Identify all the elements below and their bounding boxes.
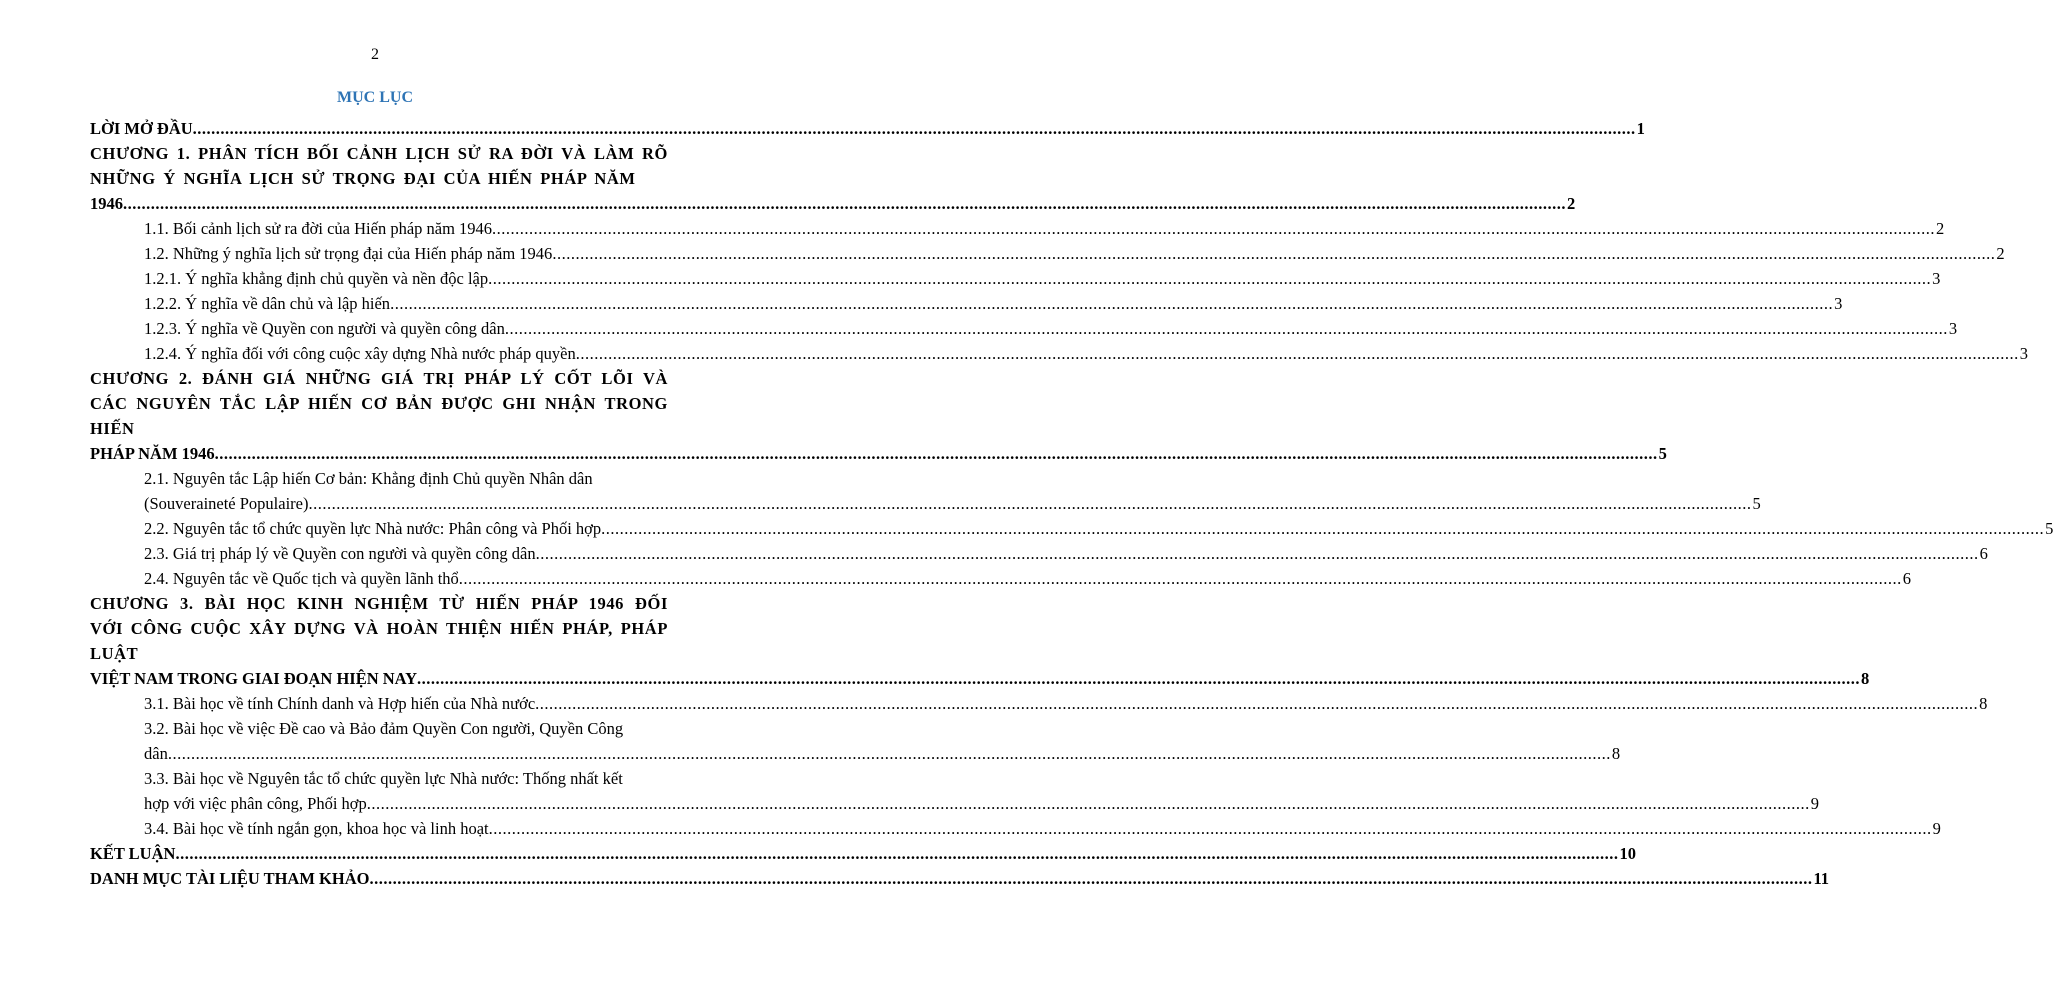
dot-leader	[417, 666, 1860, 691]
dot-leader	[459, 566, 1902, 591]
toc-leader-line	[144, 291, 1843, 316]
toc-leader-line	[144, 341, 2028, 366]
toc-entry-text-end: 1946	[90, 194, 123, 213]
toc-leader-line	[144, 791, 1820, 816]
toc-entry-text: 1.2.2. Ý nghĩa về dân chủ và lập hiến	[144, 294, 391, 313]
toc-entry-text-end: hợp với việc phân công, Phối hợp	[144, 794, 367, 813]
toc-entry-text-end: PHÁP NĂM 1946	[90, 444, 215, 463]
toc-leader-line	[144, 566, 1912, 591]
toc-entry[interactable]	[90, 116, 1645, 141]
toc-page-number: 3	[1932, 269, 1941, 288]
toc-leader-line	[144, 241, 2005, 266]
toc-leader-line	[144, 541, 1988, 566]
dot-leader	[168, 741, 1611, 766]
dot-leader	[193, 116, 1636, 141]
toc-entry-text: 1.2.4. Ý nghĩa đối với công cuộc xây dựng Nhà nước pháp quyền	[144, 344, 576, 363]
dot-leader	[175, 841, 1618, 866]
toc-leader-line	[144, 216, 1945, 241]
toc-entry-text: 2.2. Nguyên tắc tổ chức quyền lực Nhà nước: Phân công và Phối hợp	[144, 519, 602, 538]
dot-leader	[576, 341, 2019, 366]
table-of-contents	[90, 116, 2053, 891]
toc-entry[interactable]	[90, 841, 1636, 866]
toc-page-number: 8	[1611, 744, 1621, 763]
dot-leader	[601, 516, 2044, 541]
toc-entry-text: 2.3. Giá trị pháp lý về Quyền con người và quyền công dân	[144, 544, 536, 563]
toc-entry[interactable]	[90, 266, 1941, 291]
toc-entry[interactable]	[90, 716, 1621, 766]
dot-leader	[505, 316, 1948, 341]
toc-entry[interactable]	[90, 141, 1576, 216]
toc-leader-line	[144, 316, 1958, 341]
toc-leader-line	[90, 666, 1870, 691]
toc-entry-text: DANH MỤC TÀI LIỆU THAM KHẢO	[90, 869, 370, 888]
toc-leader-line	[144, 516, 2053, 541]
dot-leader	[552, 241, 1995, 266]
dot-leader	[536, 541, 1979, 566]
toc-entry[interactable]	[90, 816, 1941, 841]
toc-entry[interactable]	[90, 566, 1912, 591]
toc-entry[interactable]	[90, 216, 1945, 241]
dot-leader	[215, 441, 1658, 466]
toc-page-number: 11	[1813, 869, 1830, 888]
toc-leader-line	[90, 866, 1830, 891]
toc-entry-text: CHƯƠNG 2. ĐÁNH GIÁ NHỮNG GIÁ TRỊ PHÁP LÝ CỐT LÕI VÀ CÁC NGUYÊN TẮC LẬP HIẾN CƠ BẢN ĐƯỢC GHI NHẬN TRONG HIẾN	[90, 369, 668, 438]
toc-entry[interactable]	[90, 866, 1830, 891]
toc-entry[interactable]	[90, 591, 1870, 691]
toc-leader-line	[144, 266, 1941, 291]
dot-leader	[367, 791, 1810, 816]
toc-page-number: 8	[1979, 694, 1988, 713]
toc-entry[interactable]	[90, 366, 1667, 466]
toc-page-number: 3	[2019, 344, 2028, 363]
toc-leader-line	[90, 191, 1576, 216]
toc-entry[interactable]	[90, 316, 1958, 341]
toc-entry-text: 3.3. Bài học về Nguyên tắc tổ chức quyền lực Nhà nước: Thống nhất kết	[144, 769, 623, 788]
dot-leader	[308, 491, 1751, 516]
toc-page-number: 1	[1636, 119, 1645, 138]
dot-leader	[489, 816, 1932, 841]
toc-entry[interactable]	[90, 241, 2005, 266]
toc-entry[interactable]	[90, 341, 2028, 366]
toc-page-number: 10	[1619, 844, 1636, 863]
toc-leader-line	[90, 441, 1667, 466]
toc-page-number: 3	[1948, 319, 1958, 338]
toc-entry-text: 1.2. Những ý nghĩa lịch sử trọng đại của Hiến pháp năm 1946	[144, 244, 553, 263]
page-number: 2	[371, 46, 379, 63]
toc-entry-text: 3.1. Bài học về tính Chính danh và Hợp hiến của Nhà nước	[144, 694, 536, 713]
toc-entry-text: 2.4. Nguyên tắc về Quốc tịch và quyền lãnh thổ	[144, 569, 459, 588]
toc-entry-text: KẾT LUẬN	[90, 844, 176, 863]
toc-page-number: 9	[1932, 819, 1941, 838]
toc-leader-line	[144, 741, 1621, 766]
toc-page-number: 6	[1979, 544, 1988, 563]
toc-entry-text: 1.1. Bối cảnh lịch sử ra đời của Hiến pháp năm 1946	[144, 219, 493, 238]
toc-entry-text: 3.2. Bài học về việc Đề cao và Bảo đảm Quyền Con người, Quyền Công	[144, 719, 624, 738]
toc-leader-line	[144, 491, 1761, 516]
toc-page-number: 2	[1567, 194, 1576, 213]
toc-page-number: 2	[1936, 219, 1945, 238]
dot-leader	[123, 191, 1566, 216]
toc-entry[interactable]	[90, 516, 2053, 541]
dot-leader	[535, 691, 1978, 716]
toc-leader-line	[144, 691, 1988, 716]
toc-page-number: 2	[1996, 244, 2005, 263]
toc-entry[interactable]	[90, 291, 1843, 316]
toc-leader-line	[90, 841, 1636, 866]
toc-entry-text: 1.2.3. Ý nghĩa về Quyền con người và quyền công dân	[144, 319, 505, 338]
toc-entry-text-end: VIỆT NAM TRONG GIAI ĐOẠN HIỆN NAY	[90, 669, 417, 688]
toc-page-number: 3	[1834, 294, 1843, 313]
toc-entry-text-end: dân	[144, 744, 168, 763]
toc-entry-text: CHƯƠNG 1. PHÂN TÍCH BỐI CẢNH LỊCH SỬ RA ĐỜI VÀ LÀM RÕ NHỮNG Ý NGHĨA LỊCH SỬ TRỌNG ĐẠI CỦA HIẾN PHÁP NĂM	[90, 144, 668, 188]
toc-entry-text: 1.2.1. Ý nghĩa khẳng định chủ quyền và nền độc lập	[144, 269, 489, 288]
toc-entry-text: 3.4. Bài học về tính ngắn gọn, khoa học và linh hoạt	[144, 819, 489, 838]
dot-leader	[488, 266, 1931, 291]
toc-entry-text-end: (Souveraineté Populaire)	[144, 494, 309, 513]
toc-leader-line	[144, 816, 1941, 841]
toc-page-number: 9	[1810, 794, 1820, 813]
toc-page-number: 8	[1861, 669, 1870, 688]
toc-leader-line	[90, 116, 1645, 141]
toc-entry-text: CHƯƠNG 3. BÀI HỌC KINH NGHIỆM TỪ HIẾN PHÁP 1946 ĐỐI VỚI CÔNG CUỘC XÂY DỰNG VÀ HOÀN THIỆN HIẾN PHÁP, PHÁP LUẬT	[90, 594, 668, 663]
toc-page-number: 5	[2045, 519, 2053, 538]
toc-page-number: 5	[1752, 494, 1761, 513]
toc-entry[interactable]	[90, 541, 1988, 566]
toc-entry[interactable]	[90, 766, 1820, 816]
dot-leader	[492, 216, 1935, 241]
dot-leader	[369, 866, 1812, 891]
toc-title: MỤC LỤC	[337, 89, 413, 106]
dot-leader	[390, 291, 1833, 316]
toc-entry-text: 2.1. Nguyên tắc Lập hiến Cơ bản: Khẳng định Chủ quyền Nhân dân	[144, 469, 593, 488]
toc-entry-text: LỜI MỞ ĐẦU	[90, 119, 193, 138]
toc-page-number: 5	[1658, 444, 1667, 463]
toc-page-number: 6	[1902, 569, 1912, 588]
toc-entry[interactable]	[90, 691, 1988, 716]
toc-entry[interactable]	[90, 466, 1761, 516]
